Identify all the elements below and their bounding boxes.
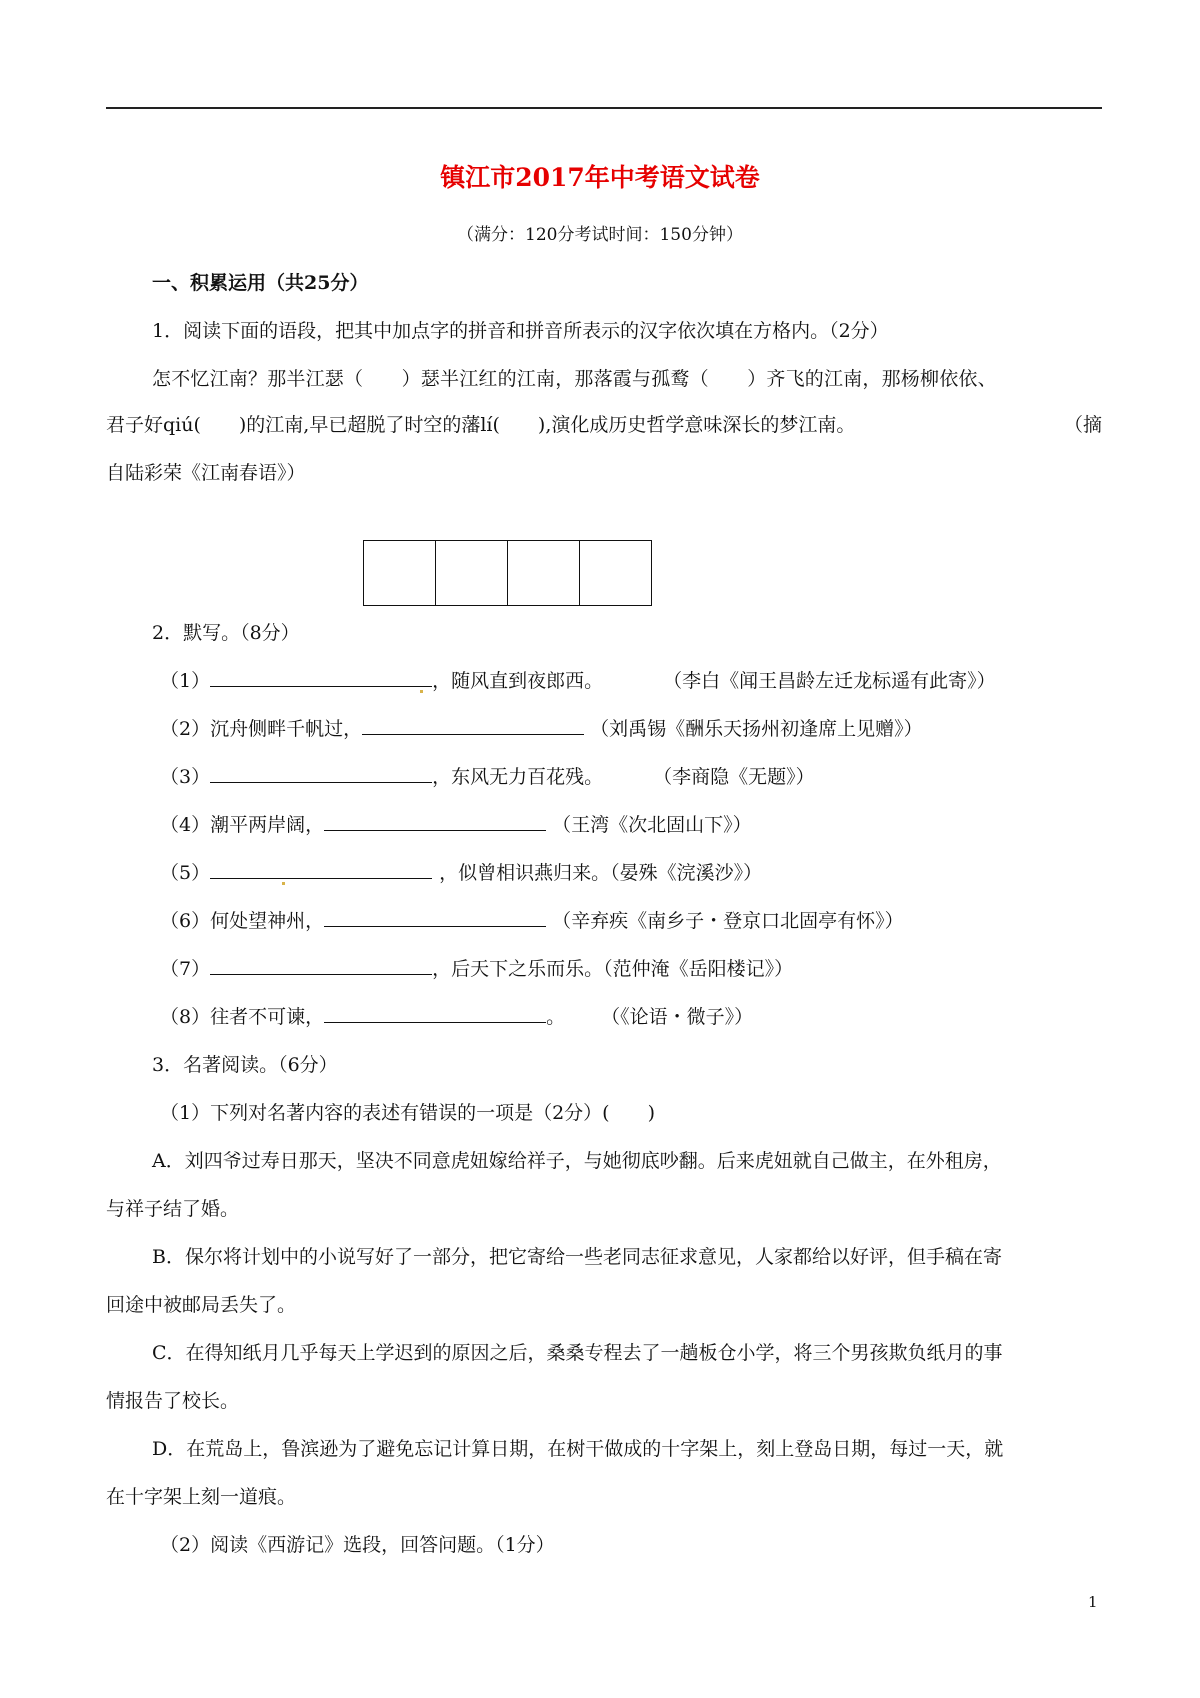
option-a-line2: 与祥子结了婚。: [106, 1198, 240, 1220]
item-text: 何处望神州，: [210, 910, 325, 932]
option-b-line1: B．保尔将计划中的小说写好了一部分，把它寄给一些老同志征求意见，人家都给以好评，但手稿在寄: [152, 1246, 1002, 1268]
item-text: ，东风无力百花残。: [432, 766, 604, 788]
item-number: （3）: [160, 766, 211, 788]
item-text: ，似曾相识燕归来。: [439, 862, 611, 884]
dictation-item: [160, 810, 752, 837]
item-text: 沉舟侧畔千帆过，: [210, 718, 363, 740]
question-2-prompt: 2．默写。（8分）: [152, 622, 300, 644]
question-3-prompt: 3．名著阅读。（6分）: [152, 1054, 338, 1076]
answer-box[interactable]: [435, 540, 508, 606]
question-1-passage-line2-tail: （摘: [1063, 414, 1102, 436]
answer-blank[interactable]: [210, 860, 432, 879]
item-number: （8）: [160, 1006, 211, 1028]
dictation-item: [160, 858, 762, 885]
option-a-line1: A．刘四爷过寿日那天，坚决不同意虎妞嫁给祥子，与她彻底吵翻。后来虎妞就自己做主，在外租房，: [152, 1150, 1002, 1172]
answer-box[interactable]: [363, 540, 436, 606]
option-b-line2: 回途中被邮局丢失了。: [106, 1294, 297, 1316]
answer-blank[interactable]: [362, 716, 584, 735]
item-text: 。: [546, 1006, 566, 1028]
answer-blank[interactable]: [324, 812, 546, 831]
answer-blank[interactable]: [210, 668, 432, 687]
item-number: （7）: [160, 958, 211, 980]
page-subtitle: （满分：120分考试时间：150分钟）: [457, 225, 743, 245]
item-text: 往者不可谏，: [210, 1006, 325, 1028]
dictation-item: [160, 906, 904, 933]
answer-box[interactable]: [507, 540, 580, 606]
dictation-item: [160, 954, 793, 981]
item-source: （晏殊《浣溪沙》）: [610, 862, 763, 884]
item-text: 潮平两岸阔，: [210, 814, 325, 836]
question-3-sub2: （2）阅读《西游记》选段，回答问题。（1分）: [160, 1534, 555, 1556]
item-source: （《论语・微子》）: [601, 1006, 754, 1028]
dictation-item: [160, 666, 996, 693]
item-number: （1）: [160, 670, 211, 692]
answer-blank[interactable]: [210, 764, 432, 783]
item-text: ，后天下之乐而乐。: [432, 958, 604, 980]
mark-dot: [420, 690, 423, 693]
item-source: （范仲淹《岳阳楼记》）: [603, 958, 794, 980]
dictation-item: [160, 714, 923, 741]
question-1-passage-line1: 怎不忆江南？那半江瑟（ ）瑟半江红的江南，那落霞与孤鹜（ ）齐飞的江南，那杨柳依依、: [152, 368, 997, 390]
item-number: （4）: [160, 814, 211, 836]
item-number: （2）: [160, 718, 211, 740]
mark-dot: [282, 882, 285, 885]
question-1-passage-line2: 君子好qiú( )的江南,早已超脱了时空的藩lí( ),演化成历史哲学意味深长的梦江南。: [106, 414, 856, 436]
header-rule: [106, 107, 1102, 109]
item-source: （李白《闻王昌龄左迁龙标遥有此寄》）: [663, 670, 996, 692]
question-3-sub1: （1）下列对名著内容的表述有错误的一项是（2分）( ): [160, 1102, 656, 1124]
answer-blank[interactable]: [324, 1004, 546, 1023]
dictation-item: [160, 762, 815, 789]
item-text: ，随风直到夜郎西。: [432, 670, 604, 692]
item-source: （刘禹锡《酬乐天扬州初逢席上见赠》）: [590, 718, 923, 740]
item-source: （王湾《次北固山下》）: [552, 814, 752, 836]
question-1-passage-line3: 自陆彩荣《江南春语》）: [106, 462, 306, 484]
option-d-line2: 在十字架上刻一道痕。: [106, 1486, 297, 1508]
item-source: （辛弃疾《南乡子・登京口北固亭有怀》）: [552, 910, 904, 932]
answer-box-grid: [364, 540, 652, 606]
section-heading: 一、积累运用（共25分）: [152, 272, 369, 294]
item-source: （李商隐《无题》）: [653, 766, 815, 788]
question-1-prompt: 1．阅读下面的语段，把其中加点字的拼音和拼音所表示的汉字依次填在方格内。（2分）: [152, 320, 889, 342]
option-c-line1: C．在得知纸月几乎每天上学迟到的原因之后，桑桑专程去了一趟板仓小学，将三个男孩欺负纸月的事: [152, 1342, 1003, 1364]
option-d-line1: D．在荒岛上，鲁滨逊为了避免忘记计算日期，在树干做成的十字架上，刻上登岛日期，每过一天，就: [152, 1438, 1004, 1460]
answer-blank[interactable]: [210, 956, 432, 975]
dictation-item: [160, 1002, 753, 1029]
answer-box[interactable]: [579, 540, 652, 606]
page-number: 1: [1088, 1593, 1098, 1611]
item-number: （6）: [160, 910, 211, 932]
option-c-line2: 情报告了校长。: [106, 1390, 240, 1412]
page-title: 镇江市2017年中考语文试卷: [440, 163, 760, 192]
answer-blank[interactable]: [324, 908, 546, 927]
item-number: （5）: [160, 862, 211, 884]
